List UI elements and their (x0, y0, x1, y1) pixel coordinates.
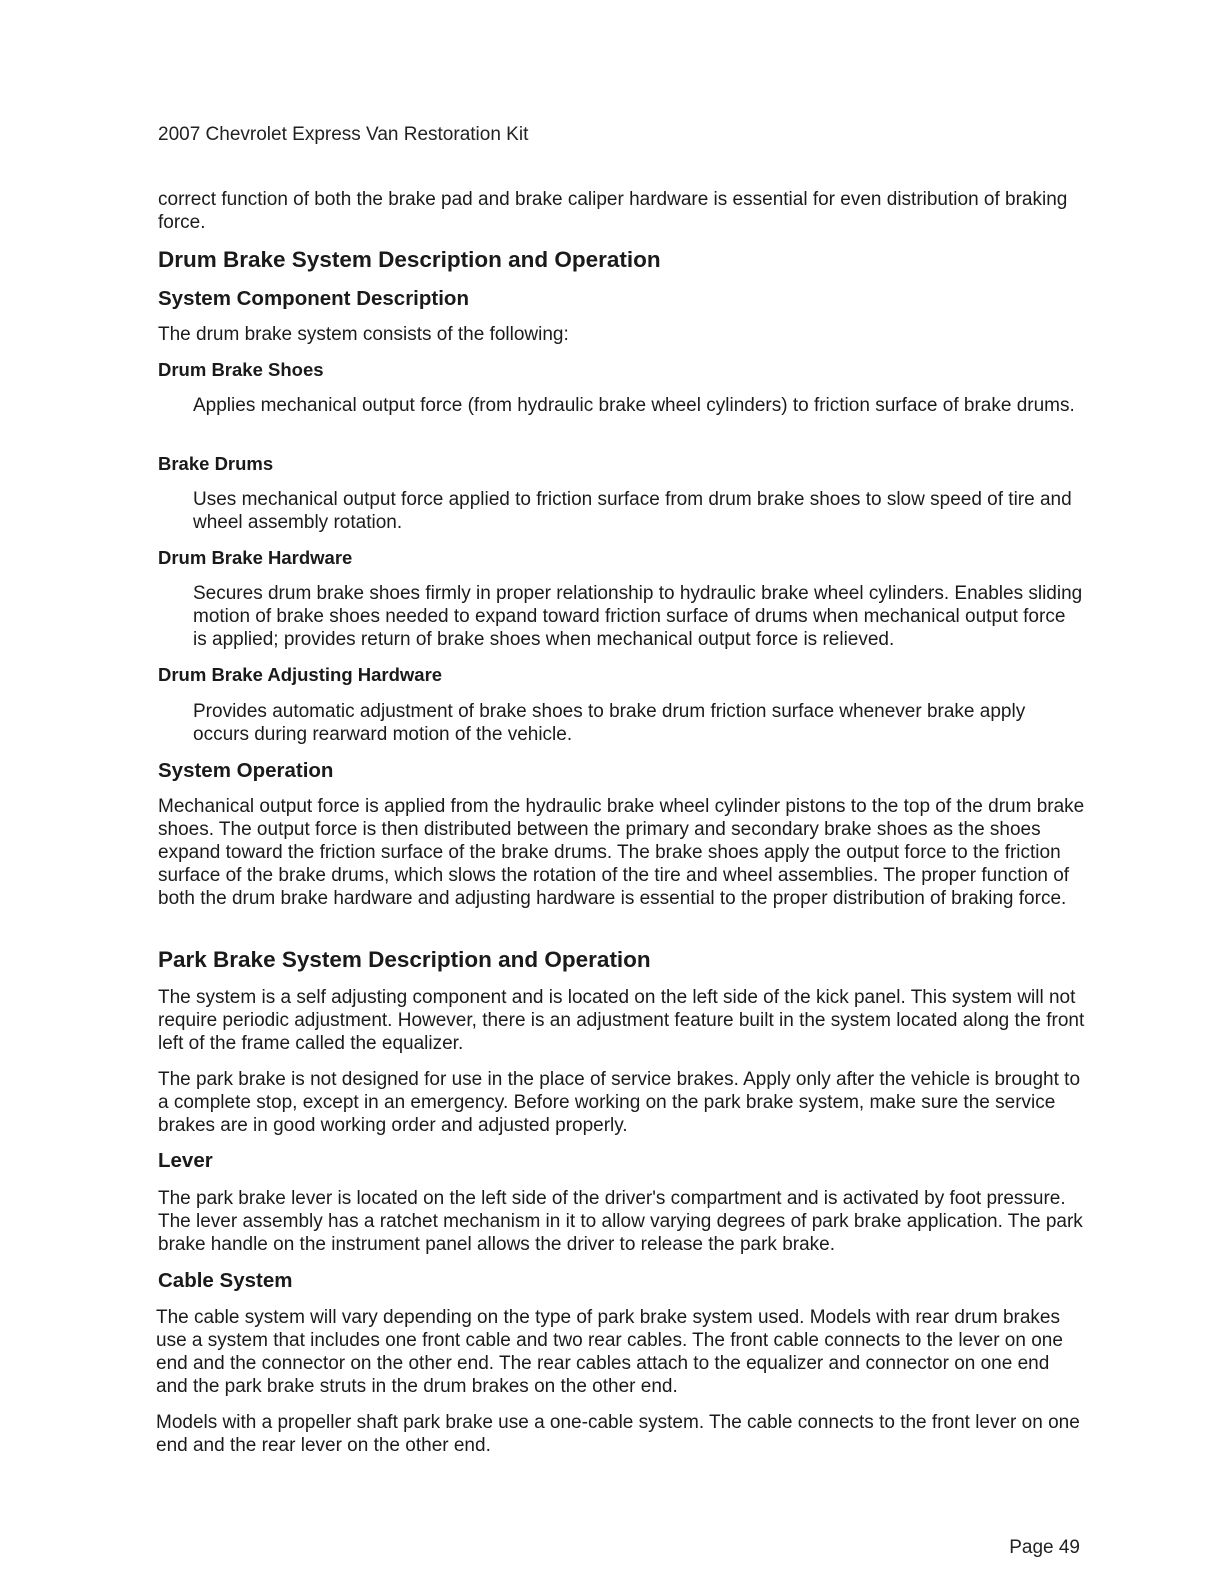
component-desc-drum-brake-shoes: Applies mechanical output force (from hydraulic brake wheel cylinders) to friction surface of brake drums. (193, 395, 1075, 416)
intro-paragraph: correct function of both the brake pad and brake caliper hardware is essential for even distribution of braking force. (158, 189, 1068, 233)
park-section-heading: Park Brake System Description and Operation (158, 947, 651, 972)
cable-system-heading: Cable System (158, 1269, 293, 1292)
component-term-drum-brake-hardware: Drum Brake Hardware (158, 547, 353, 568)
component-desc-drum-brake-adjusting-hardware: Provides automatic adjustment of brake shoes to brake drum friction surface whenever brake apply occurs during rearward motion of the vehicle. (193, 701, 1026, 745)
component-desc-drum-brake-hardware: Secures drum brake shoes firmly in proper relationship to hydraulic brake wheel cylinders. Enables sliding motion of brake shoes needed to expand toward friction surface of drums when mechanical output force is applied; provides return of brake shoes when mechanical output force is relieved. (193, 583, 1083, 650)
component-intro-text: The drum brake system consists of the following: (158, 324, 569, 345)
lever-heading: Lever (158, 1149, 213, 1172)
component-desc-brake-drums: Uses mechanical output force applied to friction surface from drum brake shoes to slow speed of tire and wheel assembly rotation. (193, 489, 1072, 533)
park-paragraph-1: The system is a self adjusting component and is located on the left side of the kick panel. This system will not require periodic adjustment. However, there is an adjustment feature built in the system located along the front left of the frame called the equalizer. (158, 987, 1085, 1054)
lever-text: The park brake lever is located on the left side of the driver's compartment and is activated by foot pressure. The lever assembly has a ratchet mechanism in it to allow varying degrees of park brake application. The park brake handle on the instrument panel allows the driver to release the park brake. (158, 1188, 1083, 1255)
component-term-brake-drums: Brake Drums (158, 453, 274, 474)
system-operation-heading: System Operation (158, 759, 334, 782)
component-term-drum-brake-shoes: Drum Brake Shoes (158, 359, 324, 380)
cable-system-text-1: The cable system will vary depending on the type of park brake system used. Models with rear drum brakes use a system that includes one front cable and two rear cables. The front cable connects to the lever on one end and the connector on the other end. The rear cables attach to the equalizer and connector on one end and the park brake struts in the drum brakes on the other end. (156, 1307, 1063, 1397)
running-header: 2007 Chevrolet Express Van Restoration Kit (158, 124, 529, 145)
system-operation-text: Mechanical output force is applied from the hydraulic brake wheel cylinder pistons to the top of the drum brake shoes. The output force is then distributed between the primary and secondary brake shoes as the shoes expand toward the friction surface of the brake drums. The brake shoes apply the output force to the friction surface of the brake drums, which slows the rotation of the tire and wheel assemblies. The proper function of both the drum brake hardware and adjusting hardware is essential to the proper distribution of braking force. (158, 796, 1085, 909)
park-paragraph-2: The park brake is not designed for use in the place of service brakes. Apply only after the vehicle is brought to a complete stop, except in an emergency. Before working on the park brake system, make sure the service brakes are in good working order and adjusted properly. (158, 1069, 1081, 1136)
cable-system-text-2: Models with a propeller shaft park brake use a one-cable system. The cable connects to the front lever on one end and the rear lever on the other end. (156, 1412, 1080, 1456)
component-term-drum-brake-adjusting-hardware: Drum Brake Adjusting Hardware (158, 664, 443, 685)
component-description-heading: System Component Description (158, 287, 469, 310)
drum-section-heading: Drum Brake System Description and Operation (158, 247, 661, 272)
page-number: Page 49 (1009, 1537, 1080, 1558)
